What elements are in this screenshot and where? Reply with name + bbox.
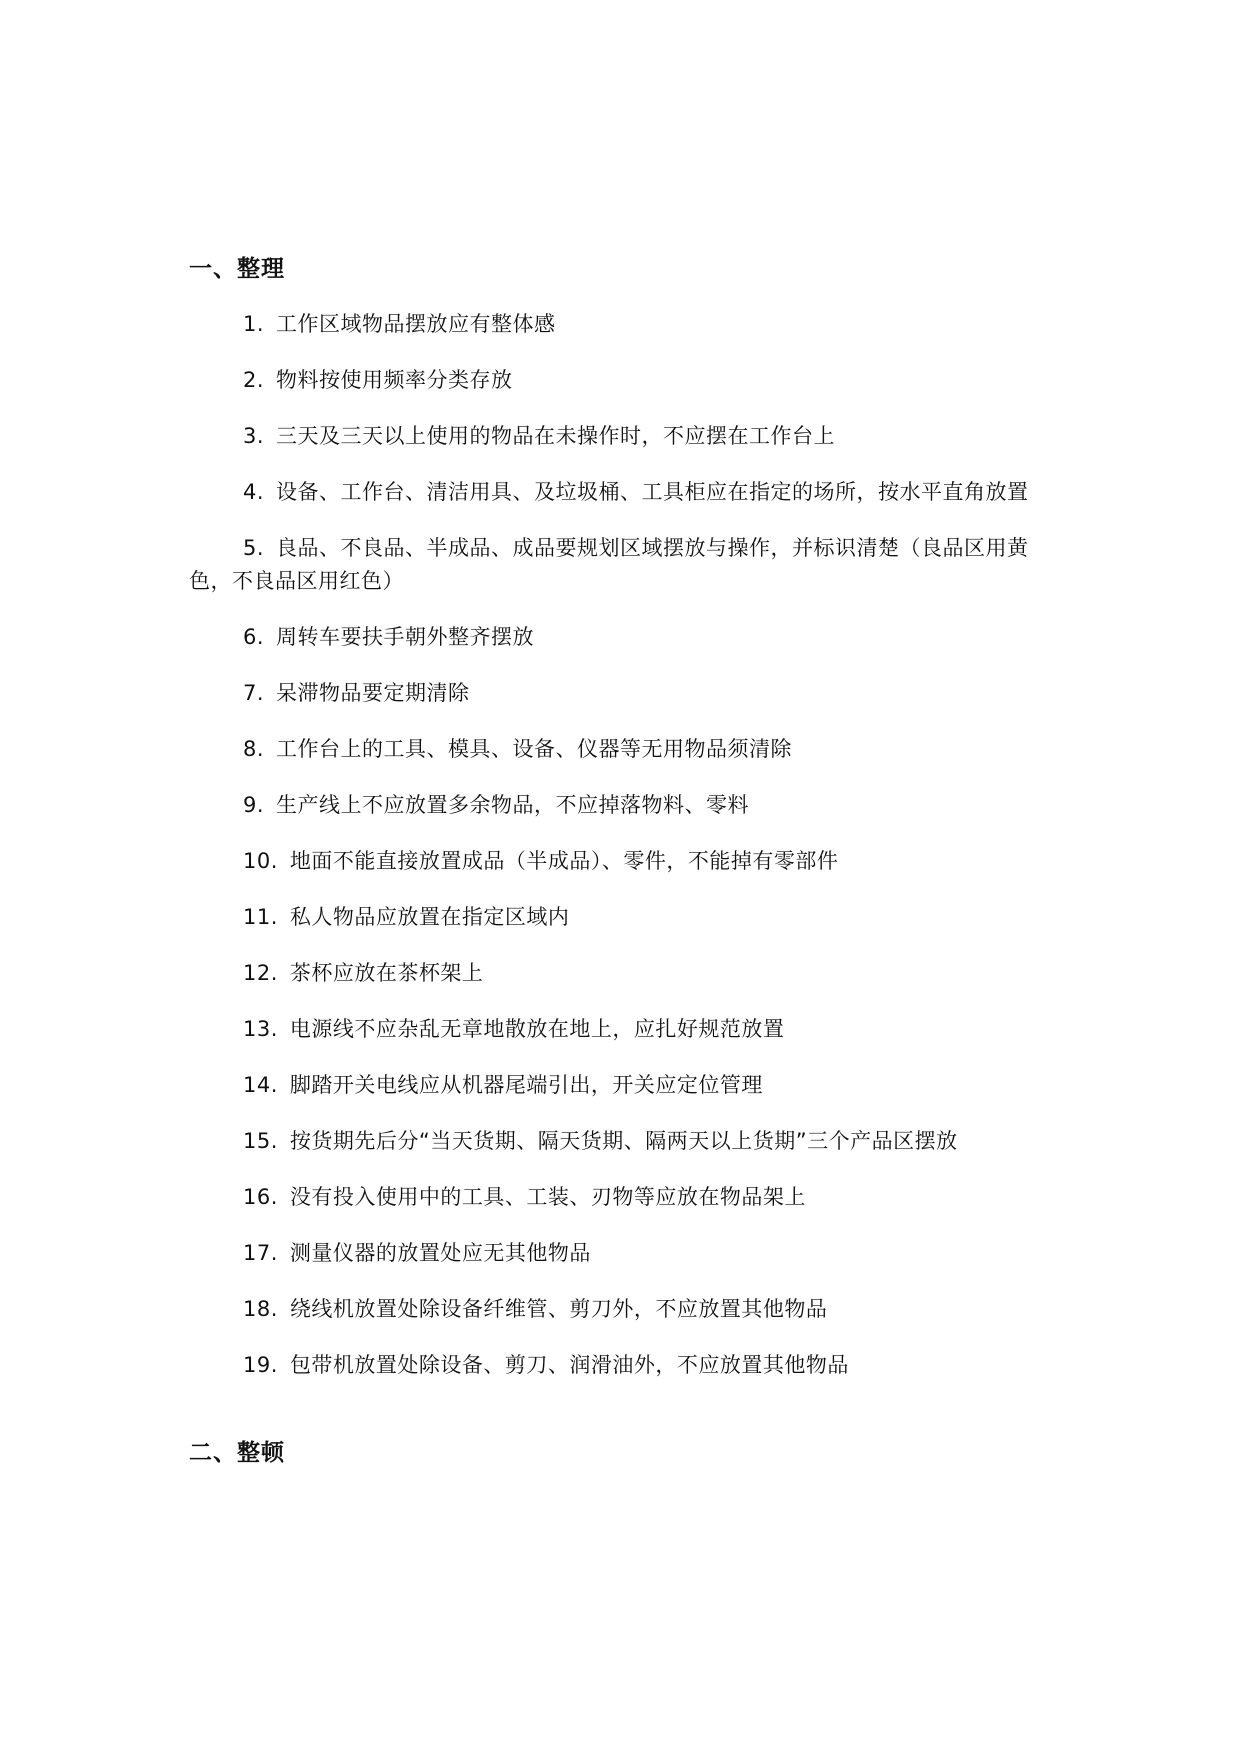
list-item-text: 生产线上不应放置多余物品，不应掉落物料、零料	[276, 793, 750, 817]
list-item-text: 物料按使用频率分类存放	[276, 368, 513, 392]
list-item	[189, 1237, 1059, 1270]
list-item-number: 3.	[243, 424, 265, 448]
list-item-text: 良品、不良品、半成品、成品要规划区域摆放与操作，并标识清楚（良品区用黄色，不良品区用红色）	[189, 536, 1029, 593]
list-item-text: 茶杯应放在茶杯架上	[289, 961, 484, 985]
list-item-number: 8.	[243, 737, 265, 761]
list-item-number: 5.	[243, 536, 265, 560]
list-item	[189, 957, 1059, 990]
section-title-sort: 一、整理	[189, 256, 285, 282]
list-item-number: 17.	[243, 1241, 278, 1265]
list-item-number: 9.	[243, 793, 265, 817]
list-item-text: 工作台上的工具、模具、设备、仪器等无用物品须清除	[276, 737, 793, 761]
list-item-number: 6.	[243, 625, 265, 649]
list-item	[189, 733, 1059, 766]
list-item-text: 按货期先后分“当天货期、隔天货期、隔两天以上货期”三个产品区摆放	[289, 1129, 958, 1153]
list-item	[189, 1349, 1059, 1382]
list-item	[189, 677, 1059, 710]
list-item-text: 呆滞物品要定期清除	[276, 681, 470, 705]
list-item-text: 三天及三天以上使用的物品在未操作时，不应摆在工作台上	[276, 424, 836, 448]
document-content	[189, 252, 1059, 1492]
list-item-text: 设备、工作台、清洁用具、及垃圾桶、工具柜应在指定的场所，按水平直角放置	[276, 480, 1029, 504]
list-item-text: 地面不能直接放置成品（半成品）、零件，不能掉有零部件	[289, 849, 839, 873]
list-item	[189, 1013, 1059, 1046]
list-item-text: 工作区域物品摆放应有整体感	[276, 312, 556, 336]
list-item-number: 16.	[243, 1185, 278, 1209]
list-item	[189, 789, 1059, 822]
list-item-text: 没有投入使用中的工具、工装、刃物等应放在物品架上	[289, 1185, 806, 1209]
list-item	[189, 1293, 1059, 1326]
list-item-number: 4.	[243, 480, 265, 504]
list-item-number: 10.	[243, 849, 278, 873]
list-item	[189, 621, 1059, 654]
list-item	[189, 364, 1059, 397]
list-item-number: 15.	[243, 1129, 278, 1153]
list-item	[189, 845, 1059, 878]
list-item-number: 11.	[243, 905, 278, 929]
list-item-number: 19.	[243, 1353, 278, 1377]
list-item-number: 2.	[243, 368, 265, 392]
list-item-text: 绕线机放置处除设备纤维管、剪刀外，不应放置其他物品	[289, 1297, 828, 1321]
list-item-text: 脚踏开关电线应从机器尾端引出，开关应定位管理	[289, 1073, 763, 1097]
sort-rules-list	[189, 308, 1059, 1382]
list-item-text: 测量仪器的放置处应无其他物品	[289, 1241, 591, 1265]
list-item-text: 私人物品应放置在指定区域内	[289, 905, 570, 929]
list-item-number: 7.	[243, 681, 265, 705]
list-item-number: 14.	[243, 1073, 278, 1097]
list-item-number: 1.	[243, 312, 265, 336]
list-item	[189, 1181, 1059, 1214]
list-item	[189, 1069, 1059, 1102]
list-item	[189, 901, 1059, 934]
list-item	[189, 1125, 1059, 1158]
list-item	[189, 532, 1059, 598]
list-item-number: 18.	[243, 1297, 278, 1321]
list-item-number: 13.	[243, 1017, 278, 1041]
list-item-text: 包带机放置处除设备、剪刀、润滑油外，不应放置其他物品	[289, 1353, 849, 1377]
list-item	[189, 420, 1059, 453]
list-item-text: 电源线不应杂乱无章地散放在地上，应扎好规范放置	[289, 1017, 785, 1041]
list-item	[189, 476, 1059, 509]
list-item-number: 12.	[243, 961, 278, 985]
list-item	[189, 308, 1059, 341]
section-title-arrange: 二、整顿	[189, 1440, 285, 1466]
list-item-text: 周转车要扶手朝外整齐摆放	[276, 625, 535, 649]
